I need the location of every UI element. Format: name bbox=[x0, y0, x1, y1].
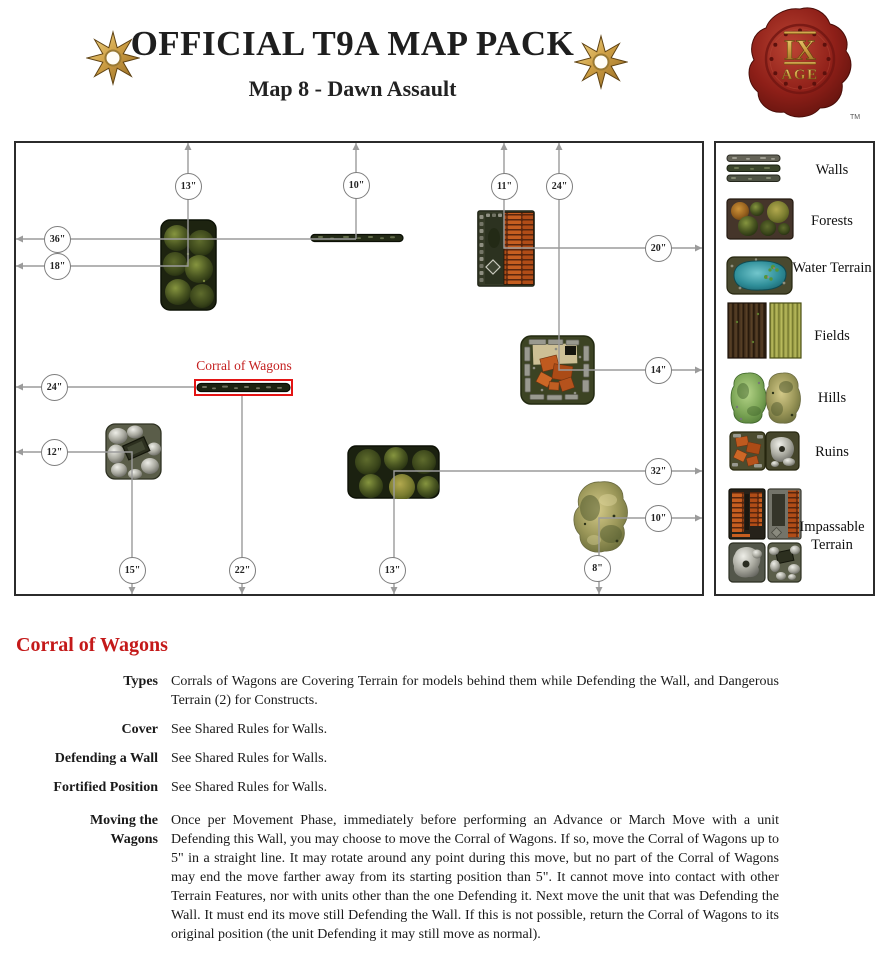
measurement-value: 36" bbox=[49, 234, 66, 245]
terrain-legend bbox=[714, 141, 875, 596]
page-title: OFFICIAL T9A MAP PACK bbox=[130, 24, 575, 63]
rule-row-fortified-position bbox=[0, 778, 875, 797]
impassable-boulder-swatch bbox=[728, 542, 766, 583]
rule-text: See Shared Rules for Walls. bbox=[171, 722, 328, 737]
rule-label: Types bbox=[123, 674, 158, 689]
rule-label: Cover bbox=[121, 722, 158, 737]
rule-row-moving-the-wagons bbox=[0, 811, 875, 944]
measurement-value: 24" bbox=[551, 181, 568, 192]
ruins-orange-swatch bbox=[729, 431, 766, 471]
measurement-callout bbox=[44, 226, 71, 253]
legend-label: Impassable Terrain bbox=[799, 519, 865, 553]
measurement-callout bbox=[119, 557, 146, 584]
sun-star-icon bbox=[574, 34, 628, 90]
measurement-callout bbox=[379, 557, 406, 584]
measurement-value: 10" bbox=[348, 180, 365, 191]
trademark-mark: TM bbox=[850, 114, 861, 121]
measurement-callout bbox=[175, 173, 202, 200]
measurement-value: 11" bbox=[497, 181, 512, 192]
seal-word: AGE bbox=[781, 67, 819, 83]
rule-row-types bbox=[0, 672, 875, 710]
rule-row-defending-a-wall bbox=[0, 749, 875, 768]
measurement-callout bbox=[645, 458, 672, 485]
rule-text: See Shared Rules for Walls. bbox=[171, 751, 328, 766]
rule-text: See Shared Rules for Walls. bbox=[171, 780, 328, 795]
map-subtitle: Map 8 - Dawn Assault bbox=[248, 76, 457, 101]
t9a-wax-seal-logo bbox=[740, 1, 862, 127]
measurement-value: 14" bbox=[650, 365, 667, 376]
measurement-callout bbox=[41, 374, 68, 401]
legend-label: Walls bbox=[815, 162, 849, 178]
measurement-value: 12" bbox=[46, 447, 63, 458]
rule-row-cover bbox=[0, 720, 875, 739]
rule-text: Once per Movement Phase, immediately before performing an Advance or March Move with a unit Defending this Wall, you may choose to move the Corral of Wagons. If so, move the Corral of Wagons up to 5" in a straight line. It may rotate around any point during this move, but no part of the Corral of Wagons may end the move farther away from its starting position than 5". It cannot move into contact with other Terrain Features, nor with units other than the one Defending it. Next move the unit that was Defending the Wall. It must end its move still Defending the Wall. If this is not possible, return the Corral of Wagons to its original position (the unit Defending it may still move as normal). bbox=[171, 813, 779, 942]
measurement-callout bbox=[546, 173, 573, 200]
hill-green-swatch bbox=[729, 371, 768, 424]
legend-label: Fields bbox=[814, 328, 850, 344]
forests-swatch bbox=[726, 198, 794, 240]
measurement-callout bbox=[584, 555, 611, 582]
corral-wall bbox=[196, 381, 291, 394]
impassable-buildings-swatch bbox=[728, 488, 766, 540]
measurement-value: 32" bbox=[650, 466, 667, 477]
measurement-value: 15" bbox=[124, 565, 141, 576]
measurement-callout bbox=[229, 557, 256, 584]
seal-numeral: IX bbox=[783, 34, 817, 67]
battlefield-map bbox=[14, 141, 704, 596]
measurement-callout bbox=[645, 357, 672, 384]
measurement-callout bbox=[645, 505, 672, 532]
measurement-callout bbox=[44, 253, 71, 280]
rules-section bbox=[0, 634, 875, 954]
measurement-value: 8" bbox=[592, 563, 603, 574]
measurement-value: 13" bbox=[384, 565, 401, 576]
field-brown-swatch bbox=[727, 302, 767, 359]
measurement-value: 20" bbox=[650, 243, 667, 254]
legend-label: Water Terrain bbox=[792, 260, 872, 276]
rules-heading: Corral of Wagons bbox=[16, 634, 168, 656]
measurement-callout bbox=[343, 172, 370, 199]
rule-text: Corrals of Wagons are Covering Terrain for models behind them while Defending the Wall, and Dangerous Terrain (2) for Constructs. bbox=[171, 674, 779, 708]
measurement-value: 10" bbox=[650, 513, 667, 524]
measurement-value: 18" bbox=[49, 261, 66, 272]
legend-label: Forests bbox=[811, 213, 853, 229]
sun-star-icon bbox=[86, 30, 140, 86]
rule-label: Defending a Wall bbox=[54, 751, 158, 766]
measurement-callout bbox=[41, 439, 68, 466]
measurement-value: 13" bbox=[180, 181, 197, 192]
rule-label: Fortified Position bbox=[53, 780, 158, 795]
rule-label: Moving the Wagons bbox=[89, 813, 158, 847]
legend-label: Hills bbox=[817, 390, 847, 406]
measurement-callout bbox=[491, 173, 518, 200]
measurement-value: 24" bbox=[46, 382, 63, 393]
corral-of-wagons-highlight bbox=[194, 379, 293, 396]
walls-swatch bbox=[726, 154, 782, 184]
water-terrain-swatch bbox=[726, 256, 793, 295]
measurement-value: 22" bbox=[234, 565, 251, 576]
legend-label: Ruins bbox=[815, 444, 849, 460]
measurement-callout bbox=[645, 235, 672, 262]
corral-of-wagons-label: Corral of Wagons bbox=[196, 358, 292, 373]
measurement-lines bbox=[16, 143, 702, 594]
